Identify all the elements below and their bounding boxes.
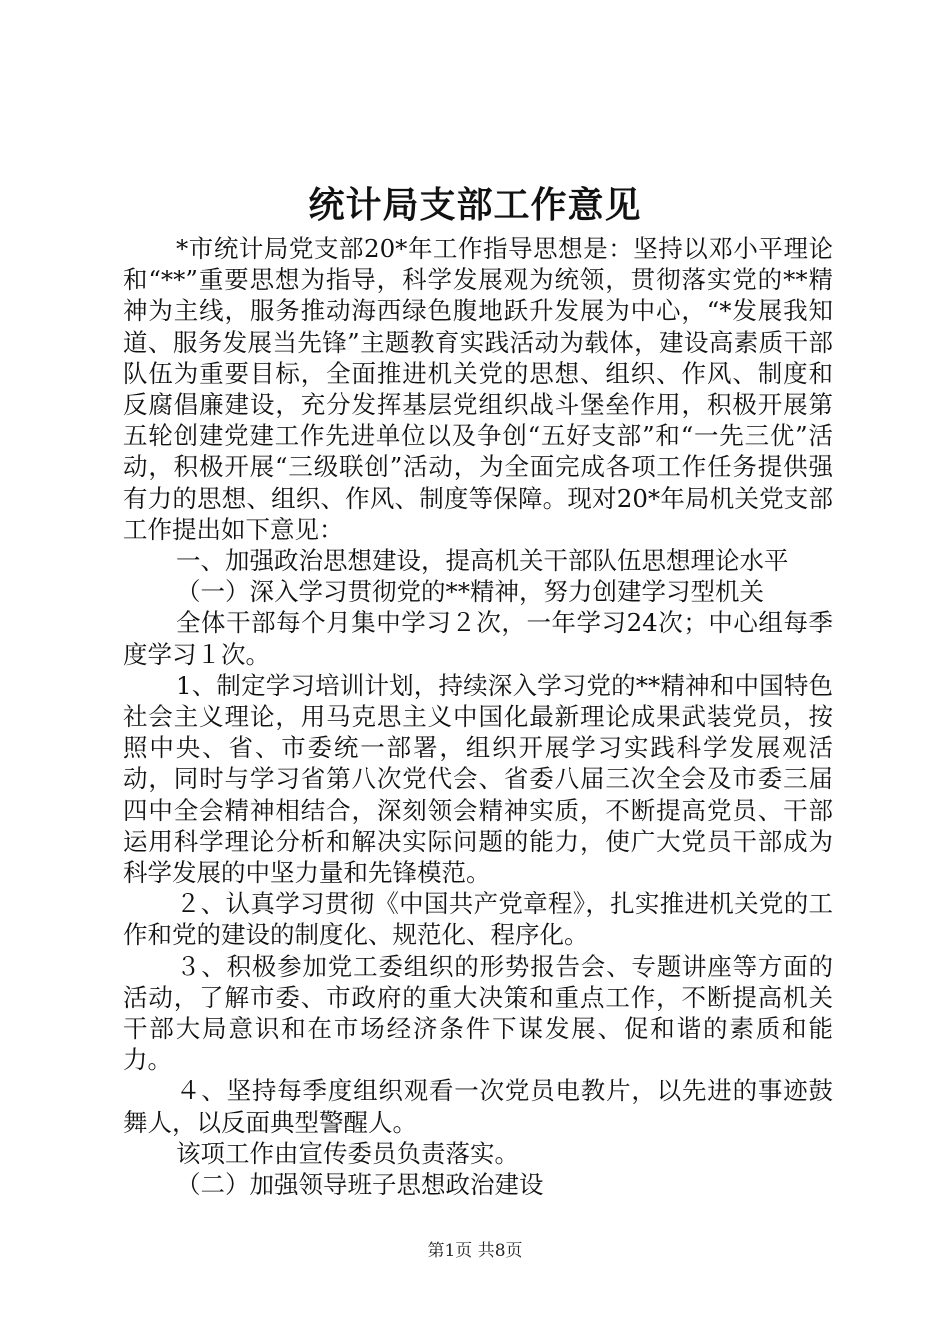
- section-heading-1: 一、加强政治思想建设，提高机关干部队伍思想理论水平: [176, 546, 789, 576]
- paragraph-item-2: ２、认真学习贯彻《中国共产党章程》，扎实推进机关党的工作和党的建设的制度化、规范化、程序化。: [123, 889, 833, 950]
- page-number-footer: 第1页 共8页: [427, 1241, 523, 1261]
- paragraph-guiding-thought: *市统计局党支部20*年工作指导思想是：坚持以邓小平理论和“**”重要思想为指导，科学发展观为统领，贯彻落实党的**精神为主线，服务推动海西绿色腹地跃升发展为中心，“*发展我知道、服务发展当先锋”主题教育实践活动为载体，建设高素质干部队伍为重要目标，全面推进机关党的思想、组织、作风、制度和反腐倡廉建设，充分发挥基层党组织战斗堡垒作用，积极开展第五轮创建党建工作先进单位以及争创“五好支部”和“一先三优”活动，积极开展“三级联创”活动，为全面完成各项工作任务提供强有力的思想、组织、作风、制度等保障。现对20*年局机关党支部工作提出如下意见：: [123, 234, 833, 544]
- paragraph-responsibility: 该项工作由宣传委员负责落实。: [176, 1138, 519, 1168]
- document-body: [123, 233, 833, 1200]
- paragraph-item-4: ４、坚持每季度组织观看一次党员电教片，以先进的事迹鼓舞人，以反面典型警醒人。: [123, 1076, 833, 1137]
- paragraph-item-3: ３、积极参加党工委组织的形势报告会、专题讲座等方面的活动，了解市委、市政府的重大决策和重点工作，不断提高机关干部大局意识和在市场经济条件下谋发展、促和谐的素质和能力。: [123, 951, 833, 1075]
- paragraph-study-schedule: 全体干部每个月集中学习２次，一年学习24次；中心组每季度学习１次。: [123, 608, 833, 669]
- subsection-heading-1: （一）深入学习贯彻党的**精神，努力创建学习型机关: [176, 577, 764, 607]
- document-title: 统计局支部工作意见: [308, 184, 642, 226]
- paragraph-item-1: 1、制定学习培训计划，持续深入学习党的**精神和中国特色社会主义理论，用马克思主义中国化最新理论成果武装党员，按照中央、省、市委统一部署，组织开展学习实践科学发展观活动，同时与学习省第八次党代会、省委八届三次全会及市委三届四中全会精神相结合，深刻领会精神实质，不断提高党员、干部运用科学理论分析和解决实际问题的能力，使广大党员干部成为科学发展的中坚力量和先锋模范。: [123, 670, 833, 888]
- subsection-heading-2: （二）加强领导班子思想政治建设: [176, 1170, 544, 1200]
